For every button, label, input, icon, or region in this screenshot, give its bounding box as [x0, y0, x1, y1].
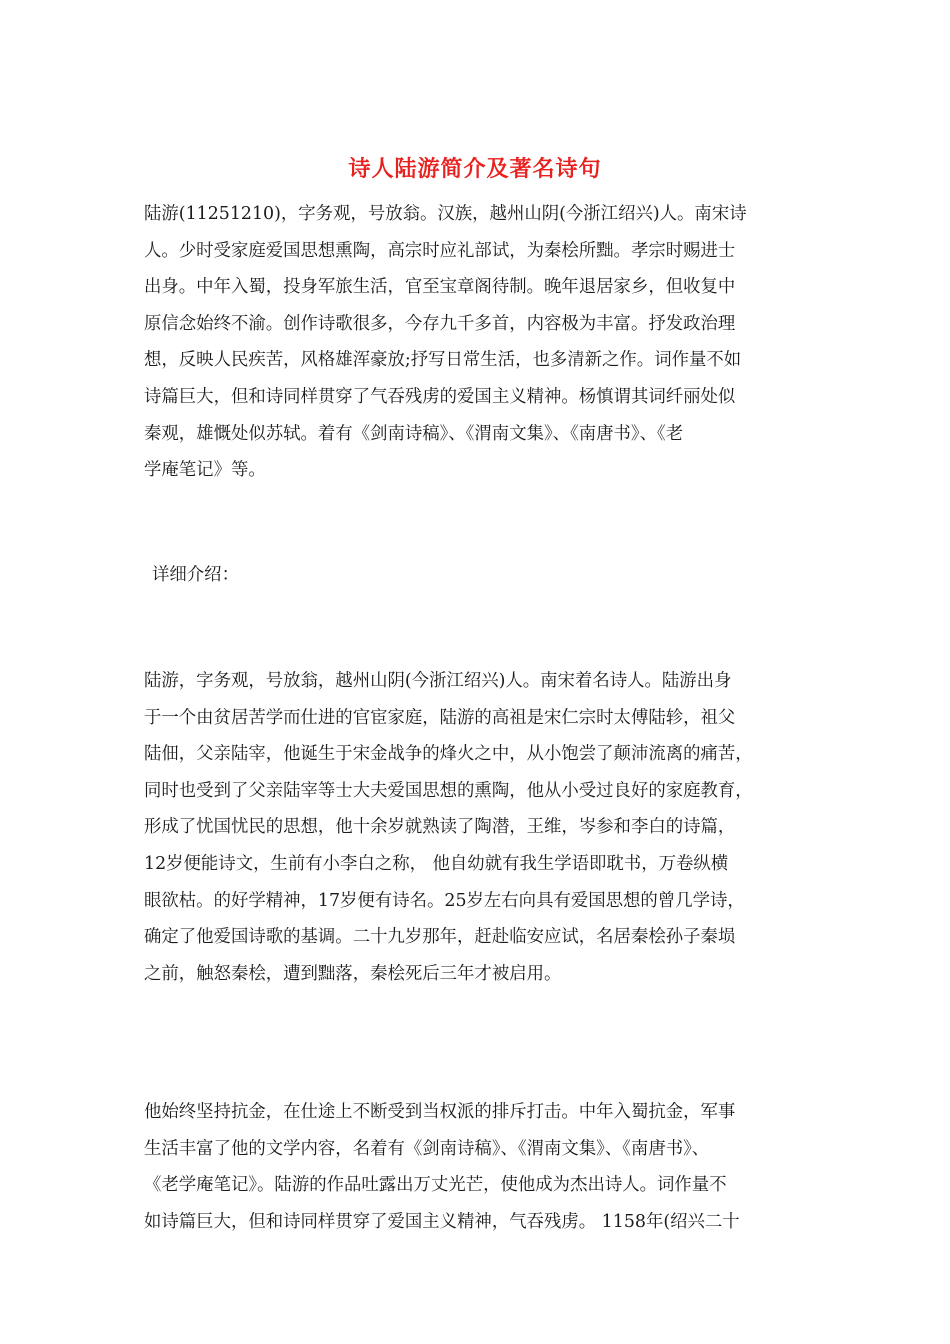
text-line: 《老学庵笔记》。陆游的作品吐露出万丈光芒，使他成为杰出诗人。词作量不 [144, 1175, 727, 1196]
text-line: 确定了他爱国诗歌的基调。二十九岁那年，赶赴临安应试，名居秦桧孙子秦埙 [144, 927, 736, 948]
continuation-paragraph [144, 1094, 814, 1240]
detail-label-text: 详细介绍： [152, 565, 239, 585]
text-line: 人。少时受家庭爱国思想熏陶，高宗时应礼部试，为秦桧所黜。孝宗时赐进士 [144, 240, 736, 261]
text-line: 秦观，雄慨处似苏轼。着有《剑南诗稿》、《渭南文集》、《南唐书》、《老 [144, 423, 684, 444]
intro-paragraph [144, 196, 814, 489]
text-line: 陆佃，父亲陆宰，他诞生于宋金战争的烽火之中，从小饱尝了颠沛流离的痛苦， [144, 744, 753, 765]
text-line: 于一个由贫居苦学而仕进的官宦家庭，陆游的高祖是宋仁宗时太傅陆轸，祖父 [144, 707, 736, 728]
text-line: 他始终坚持抗金，在仕途上不断受到当权派的排斥打击。中年入蜀抗金，军事 [144, 1102, 736, 1122]
text-line: 眼欲枯。的好学精神，17岁便有诗名。25岁左右向具有爱国思想的曾几学诗， [144, 890, 745, 911]
text-line: 之前，触怒秦桧，遭到黜落，秦桧死后三年才被启用。 [144, 963, 562, 984]
text-line: 学庵笔记》等。 [144, 460, 266, 481]
document-title: 诗人陆游简介及著名诗句 [348, 156, 602, 182]
text-line: 诗篇巨大，但和诗同样贯穿了气吞残虏的爱国主义精神。杨慎谓其词纤丽处似 [144, 386, 736, 407]
text-line: 出身。中年入蜀，投身军旅生活，官至宝章阁待制。晚年退居家乡，但收复中 [144, 277, 736, 298]
text-line: 如诗篇巨大，但和诗同样贯穿了爱国主义精神，气吞残虏。 1158年(绍兴二十 [144, 1211, 740, 1232]
detail-label [144, 557, 814, 594]
text-line: 陆游(11251210)，字务观，号放翁。汉族，越州山阴(今浙江绍兴)人。南宋诗 [144, 204, 747, 224]
text-line: 原信念始终不渝。创作诗歌很多，今存九千多首，内容极为丰富。抒发政治理 [144, 313, 736, 334]
text-line: 同时也受到了父亲陆宰等士大夫爱国思想的熏陶，他从小受过良好的家庭教育， [144, 780, 753, 801]
text-line: 想，反映人民疾苦，风格雄浑豪放;抒写日常生活，也多清新之作。词作量不如 [144, 350, 742, 371]
text-line: 陆游，字务观，号放翁，越州山阴(今浙江绍兴)人。南宋着名诗人。陆游出身 [144, 671, 732, 691]
detail-paragraph [144, 663, 814, 992]
text-line: 形成了忧国忧民的思想，他十余岁就熟读了陶潜，王维，岑参和李白的诗篇， [144, 817, 736, 838]
text-line: 生活丰富了他的文学内容，名着有《剑南诗稿》、《渭南文集》、《南唐书》、 [144, 1138, 710, 1159]
text-line: 12岁便能诗文，生前有小李白之称， 他自幼就有我生学语即耽书，万卷纵横 [144, 853, 729, 874]
